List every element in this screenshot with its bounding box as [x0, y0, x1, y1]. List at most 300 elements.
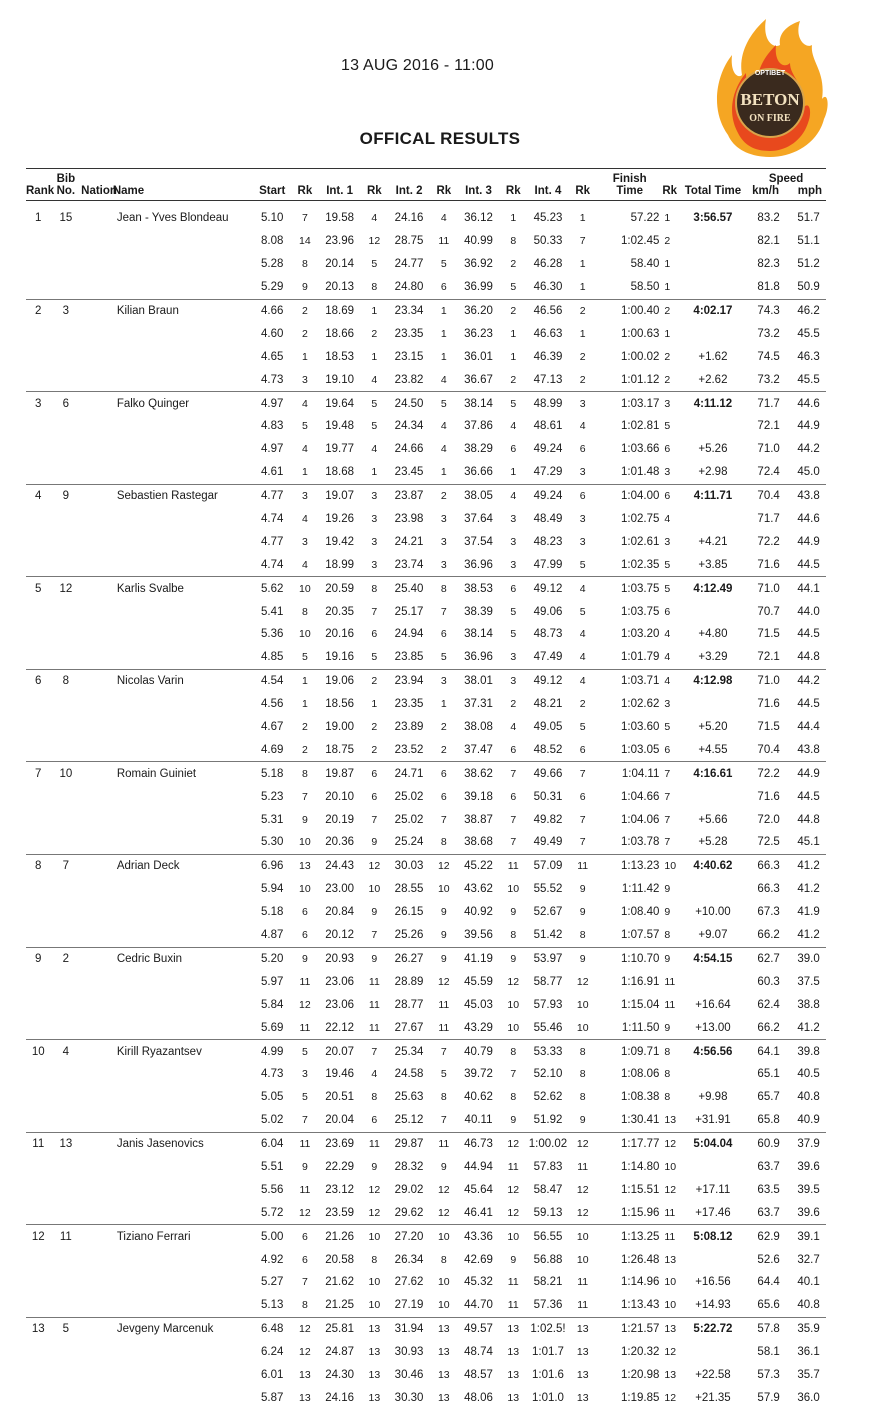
int2-rank: 13 [430, 1317, 459, 1340]
int1-rank: 9 [360, 1156, 389, 1179]
int2-time: 25.02 [389, 808, 430, 831]
header-rk: Rk [662, 169, 679, 201]
start-rank: 6 [291, 1248, 320, 1271]
nation [81, 1156, 113, 1179]
speed-mph: 44.5 [791, 785, 826, 808]
total-time [680, 1248, 746, 1271]
int2-rank: 7 [430, 808, 459, 831]
int3-time: 38.29 [458, 438, 499, 461]
int4-time: 56.55 [528, 1225, 569, 1248]
int4-rank: 6 [568, 438, 597, 461]
int3-rank: 6 [499, 577, 528, 600]
int4-rank: 7 [568, 831, 597, 854]
speed-mph: 39.0 [791, 947, 826, 970]
int2-time: 23.35 [389, 322, 430, 345]
start-time: 6.48 [254, 1317, 291, 1340]
int4-time: 47.99 [528, 553, 569, 576]
rider-name [113, 623, 254, 646]
bib-number [51, 368, 82, 391]
int4-time: 58.77 [528, 970, 569, 993]
int1-time: 23.06 [319, 970, 360, 993]
int2-time: 26.27 [389, 947, 430, 970]
int3-time: 45.22 [458, 854, 499, 877]
int4-time: 49.24 [528, 438, 569, 461]
int3-rank: 6 [499, 438, 528, 461]
int4-rank: 4 [568, 415, 597, 438]
bib-number [51, 230, 82, 253]
int4-rank: 1 [568, 322, 597, 345]
int4-time: 46.28 [528, 253, 569, 276]
finish-rank: 8 [662, 1063, 679, 1086]
int2-time: 30.93 [389, 1341, 430, 1364]
bib-number [51, 1294, 82, 1317]
table-row [26, 1386, 826, 1409]
rider-rank [26, 970, 51, 993]
int4-time: 49.49 [528, 831, 569, 854]
table-row [26, 392, 826, 415]
int2-time: 23.74 [389, 553, 430, 576]
nation [81, 322, 113, 345]
rider-rank [26, 623, 51, 646]
finish-time: 1:03.78 [597, 831, 662, 854]
int4-rank: 3 [568, 392, 597, 415]
start-time: 6.04 [254, 1132, 291, 1155]
int1-rank: 3 [360, 553, 389, 576]
finish-time: 1:08.40 [597, 901, 662, 924]
int3-rank: 11 [499, 1156, 528, 1179]
int1-rank: 4 [360, 1063, 389, 1086]
int4-time: 1:02.5! [528, 1317, 569, 1340]
start-time: 5.97 [254, 970, 291, 993]
nation [81, 1364, 113, 1387]
start-rank: 8 [291, 253, 320, 276]
int2-rank: 12 [430, 854, 459, 877]
start-rank: 6 [291, 901, 320, 924]
finish-time: 1:09.71 [597, 1040, 662, 1063]
table-row [26, 508, 826, 531]
start-rank: 2 [291, 322, 320, 345]
nation [81, 831, 113, 854]
int2-time: 23.15 [389, 345, 430, 368]
int3-time: 37.54 [458, 530, 499, 553]
table-row [26, 1225, 826, 1248]
finish-time: 1:15.04 [597, 993, 662, 1016]
finish-time: 1:02.61 [597, 530, 662, 553]
finish-time: 1:03.05 [597, 738, 662, 761]
int1-time: 20.84 [319, 901, 360, 924]
rider-rank [26, 1201, 51, 1224]
nation [81, 785, 113, 808]
start-time: 5.62 [254, 577, 291, 600]
speed-kmh: 71.0 [746, 669, 791, 692]
finish-time: 1:07.57 [597, 924, 662, 947]
start-rank: 3 [291, 368, 320, 391]
int1-time: 19.58 [319, 207, 360, 230]
start-time: 4.97 [254, 438, 291, 461]
nation [81, 1386, 113, 1409]
int3-time: 44.70 [458, 1294, 499, 1317]
start-time: 5.23 [254, 785, 291, 808]
header-kmh: km/h [752, 185, 779, 197]
total-time: +9.07 [680, 924, 746, 947]
start-rank: 1 [291, 693, 320, 716]
int3-time: 38.14 [458, 623, 499, 646]
speed-kmh: 71.5 [746, 623, 791, 646]
rider-rank [26, 716, 51, 739]
int4-rank: 12 [568, 1201, 597, 1224]
int2-rank: 8 [430, 577, 459, 600]
int3-time: 38.62 [458, 762, 499, 785]
int2-rank: 7 [430, 600, 459, 623]
int3-time: 38.39 [458, 600, 499, 623]
int1-rank: 13 [360, 1364, 389, 1387]
int4-rank: 10 [568, 993, 597, 1016]
header-name: Name [113, 169, 254, 201]
finish-time: 1:04.00 [597, 484, 662, 507]
speed-kmh: 65.7 [746, 1086, 791, 1109]
finish-rank: 2 [662, 230, 679, 253]
int3-rank: 8 [499, 924, 528, 947]
int2-time: 28.77 [389, 993, 430, 1016]
int3-time: 38.14 [458, 392, 499, 415]
bib-number [51, 878, 82, 901]
nation [81, 716, 113, 739]
bib-number [51, 1386, 82, 1409]
start-rank: 4 [291, 508, 320, 531]
int4-time: 55.52 [528, 878, 569, 901]
finish-time: 1:16.91 [597, 970, 662, 993]
speed-kmh: 71.6 [746, 693, 791, 716]
int3-rank: 8 [499, 1040, 528, 1063]
finish-rank: 11 [662, 993, 679, 1016]
logo-sponsor: OPTIBET [755, 70, 786, 77]
logo-line2: ON FIRE [749, 113, 791, 124]
finish-rank: 7 [662, 831, 679, 854]
int4-rank: 10 [568, 1248, 597, 1271]
rider-name [113, 878, 254, 901]
int3-rank: 2 [499, 368, 528, 391]
speed-mph: 44.4 [791, 716, 826, 739]
int2-time: 28.75 [389, 230, 430, 253]
int3-time: 45.59 [458, 970, 499, 993]
nation [81, 530, 113, 553]
table-row [26, 299, 826, 322]
int1-time: 23.69 [319, 1132, 360, 1155]
speed-mph: 45.1 [791, 831, 826, 854]
start-time: 4.73 [254, 368, 291, 391]
bib-number [51, 1016, 82, 1039]
int1-rank: 8 [360, 276, 389, 299]
speed-mph: 37.5 [791, 970, 826, 993]
finish-rank: 13 [662, 1364, 679, 1387]
int1-time: 20.12 [319, 924, 360, 947]
int1-rank: 6 [360, 1109, 389, 1132]
int3-rank: 2 [499, 253, 528, 276]
int1-time: 20.13 [319, 276, 360, 299]
int3-rank: 7 [499, 1063, 528, 1086]
int2-rank: 6 [430, 276, 459, 299]
table-row [26, 438, 826, 461]
finish-rank: 2 [662, 368, 679, 391]
bib-number [51, 1271, 82, 1294]
int3-time: 40.92 [458, 901, 499, 924]
int3-time: 40.62 [458, 1086, 499, 1109]
table-row [26, 762, 826, 785]
int2-time: 28.89 [389, 970, 430, 993]
rider-rank [26, 1248, 51, 1271]
rider-name [113, 1016, 254, 1039]
int3-time: 36.20 [458, 299, 499, 322]
speed-kmh: 72.0 [746, 808, 791, 831]
finish-time: 1:02.62 [597, 693, 662, 716]
finish-rank: 5 [662, 577, 679, 600]
finish-rank: 13 [662, 1248, 679, 1271]
int1-rank: 9 [360, 947, 389, 970]
table-row [26, 368, 826, 391]
nation [81, 1178, 113, 1201]
page-title: OFFICAL RESULTS [0, 129, 880, 149]
int4-rank: 13 [568, 1317, 597, 1340]
int1-rank: 3 [360, 484, 389, 507]
int1-time: 20.10 [319, 785, 360, 808]
bib-number: 4 [51, 1040, 82, 1063]
int1-rank: 2 [360, 738, 389, 761]
int3-time: 36.12 [458, 207, 499, 230]
int4-rank: 11 [568, 1271, 597, 1294]
rider-name [113, 738, 254, 761]
finish-time: 1:20.98 [597, 1364, 662, 1387]
int3-rank: 5 [499, 623, 528, 646]
int3-rank: 7 [499, 762, 528, 785]
int1-time: 18.66 [319, 322, 360, 345]
int4-rank: 2 [568, 345, 597, 368]
total-time: 4:12.98 [680, 669, 746, 692]
nation [81, 970, 113, 993]
finish-time: 1:15.51 [597, 1178, 662, 1201]
start-time: 5.28 [254, 253, 291, 276]
total-time [680, 970, 746, 993]
int1-time: 23.06 [319, 993, 360, 1016]
finish-rank: 7 [662, 785, 679, 808]
int4-time: 53.33 [528, 1040, 569, 1063]
int1-time: 18.53 [319, 345, 360, 368]
total-time [680, 508, 746, 531]
start-rank: 9 [291, 1156, 320, 1179]
int3-time: 38.53 [458, 577, 499, 600]
total-time: +17.11 [680, 1178, 746, 1201]
int4-time: 58.47 [528, 1178, 569, 1201]
rider-rank [26, 878, 51, 901]
finish-time: 1:08.38 [597, 1086, 662, 1109]
start-rank: 12 [291, 1201, 320, 1224]
int1-time: 19.07 [319, 484, 360, 507]
table-row [26, 808, 826, 831]
finish-rank: 13 [662, 1317, 679, 1340]
int2-time: 27.67 [389, 1016, 430, 1039]
int1-rank: 5 [360, 646, 389, 669]
rider-rank [26, 1386, 51, 1409]
int2-time: 25.40 [389, 577, 430, 600]
header-bib [51, 169, 82, 201]
speed-kmh: 71.0 [746, 438, 791, 461]
header-rk: Rk [499, 169, 528, 201]
speed-mph: 39.1 [791, 1225, 826, 1248]
finish-rank: 2 [662, 345, 679, 368]
table-row [26, 1248, 826, 1271]
finish-time: 1:11.42 [597, 878, 662, 901]
finish-time: 1:14.96 [597, 1271, 662, 1294]
rider-name [113, 901, 254, 924]
finish-rank: 10 [662, 1271, 679, 1294]
start-rank: 6 [291, 924, 320, 947]
nation [81, 553, 113, 576]
int1-time: 18.69 [319, 299, 360, 322]
int3-rank: 10 [499, 1225, 528, 1248]
speed-mph: 39.8 [791, 1040, 826, 1063]
total-time [680, 1063, 746, 1086]
table-row [26, 415, 826, 438]
start-time: 4.69 [254, 738, 291, 761]
int3-time: 48.57 [458, 1364, 499, 1387]
int2-time: 23.34 [389, 299, 430, 322]
header-nation: Nation [81, 169, 113, 201]
int1-time: 18.99 [319, 553, 360, 576]
rider-rank [26, 553, 51, 576]
total-time: +17.46 [680, 1201, 746, 1224]
int1-rank: 2 [360, 322, 389, 345]
int2-rank: 4 [430, 207, 459, 230]
rider-name: Cedric Buxin [113, 947, 254, 970]
speed-kmh: 57.3 [746, 1364, 791, 1387]
table-header [26, 169, 826, 201]
speed-kmh: 57.9 [746, 1386, 791, 1409]
speed-mph: 39.6 [791, 1201, 826, 1224]
speed-kmh: 82.1 [746, 230, 791, 253]
int3-time: 36.01 [458, 345, 499, 368]
int3-rank: 5 [499, 276, 528, 299]
int2-rank: 9 [430, 924, 459, 947]
rider-name [113, 716, 254, 739]
int2-time: 27.62 [389, 1271, 430, 1294]
bib-number [51, 1364, 82, 1387]
header-mph: mph [798, 185, 822, 197]
int1-rank: 9 [360, 831, 389, 854]
table-row [26, 878, 826, 901]
rider-rank: 11 [26, 1132, 51, 1155]
table-row [26, 901, 826, 924]
int3-rank: 13 [499, 1317, 528, 1340]
speed-kmh: 63.5 [746, 1178, 791, 1201]
speed-mph: 45.0 [791, 461, 826, 484]
int3-time: 42.69 [458, 1248, 499, 1271]
int4-time: 47.13 [528, 368, 569, 391]
table-row [26, 1317, 826, 1340]
int1-time: 24.87 [319, 1341, 360, 1364]
finish-time: 57.22 [597, 207, 662, 230]
int2-rank: 5 [430, 392, 459, 415]
rider-name [113, 1178, 254, 1201]
finish-rank: 3 [662, 693, 679, 716]
finish-time: 1:11.50 [597, 1016, 662, 1039]
nation [81, 392, 113, 415]
speed-mph: 45.5 [791, 368, 826, 391]
nation [81, 1201, 113, 1224]
start-rank: 14 [291, 230, 320, 253]
start-time: 5.56 [254, 1178, 291, 1201]
nation [81, 600, 113, 623]
speed-mph: 41.2 [791, 854, 826, 877]
start-rank: 1 [291, 461, 320, 484]
speed-kmh: 72.4 [746, 461, 791, 484]
int4-time: 53.97 [528, 947, 569, 970]
rider-rank: 2 [26, 299, 51, 322]
speed-kmh: 82.3 [746, 253, 791, 276]
rider-name [113, 508, 254, 531]
speed-mph: 44.6 [791, 508, 826, 531]
speed-kmh: 63.7 [746, 1156, 791, 1179]
int4-time: 48.23 [528, 530, 569, 553]
int4-time: 49.12 [528, 669, 569, 692]
table-row [26, 1178, 826, 1201]
nation [81, 253, 113, 276]
beton-on-fire-logo [708, 15, 832, 161]
int3-time: 41.19 [458, 947, 499, 970]
int1-rank: 6 [360, 785, 389, 808]
speed-mph: 39.6 [791, 1156, 826, 1179]
bib-number [51, 623, 82, 646]
rider-rank: 10 [26, 1040, 51, 1063]
nation [81, 1294, 113, 1317]
int4-rank: 10 [568, 1225, 597, 1248]
finish-rank: 12 [662, 1341, 679, 1364]
int3-time: 39.18 [458, 785, 499, 808]
speed-mph: 50.9 [791, 276, 826, 299]
speed-mph: 32.7 [791, 1248, 826, 1271]
start-rank: 12 [291, 1317, 320, 1340]
bib-number [51, 831, 82, 854]
int4-rank: 4 [568, 669, 597, 692]
bib-number [51, 600, 82, 623]
nation [81, 1317, 113, 1340]
start-time: 4.77 [254, 484, 291, 507]
int3-time: 38.05 [458, 484, 499, 507]
total-time: 5:04.04 [680, 1132, 746, 1155]
start-time: 4.60 [254, 322, 291, 345]
start-rank: 10 [291, 623, 320, 646]
start-rank: 11 [291, 1016, 320, 1039]
int4-time: 1:01.6 [528, 1364, 569, 1387]
int1-rank: 11 [360, 1132, 389, 1155]
start-rank: 10 [291, 831, 320, 854]
finish-time: 1:03.60 [597, 716, 662, 739]
speed-kmh: 62.4 [746, 993, 791, 1016]
finish-rank: 11 [662, 1225, 679, 1248]
speed-mph: 41.2 [791, 878, 826, 901]
int2-rank: 3 [430, 508, 459, 531]
int2-rank: 3 [430, 530, 459, 553]
start-rank: 12 [291, 1341, 320, 1364]
rider-name [113, 808, 254, 831]
int2-time: 25.63 [389, 1086, 430, 1109]
nation [81, 368, 113, 391]
table-row [26, 947, 826, 970]
bib-number: 10 [51, 762, 82, 785]
speed-mph: 43.8 [791, 738, 826, 761]
int3-time: 40.11 [458, 1109, 499, 1132]
nation [81, 1341, 113, 1364]
int4-rank: 6 [568, 484, 597, 507]
table-row [26, 1086, 826, 1109]
